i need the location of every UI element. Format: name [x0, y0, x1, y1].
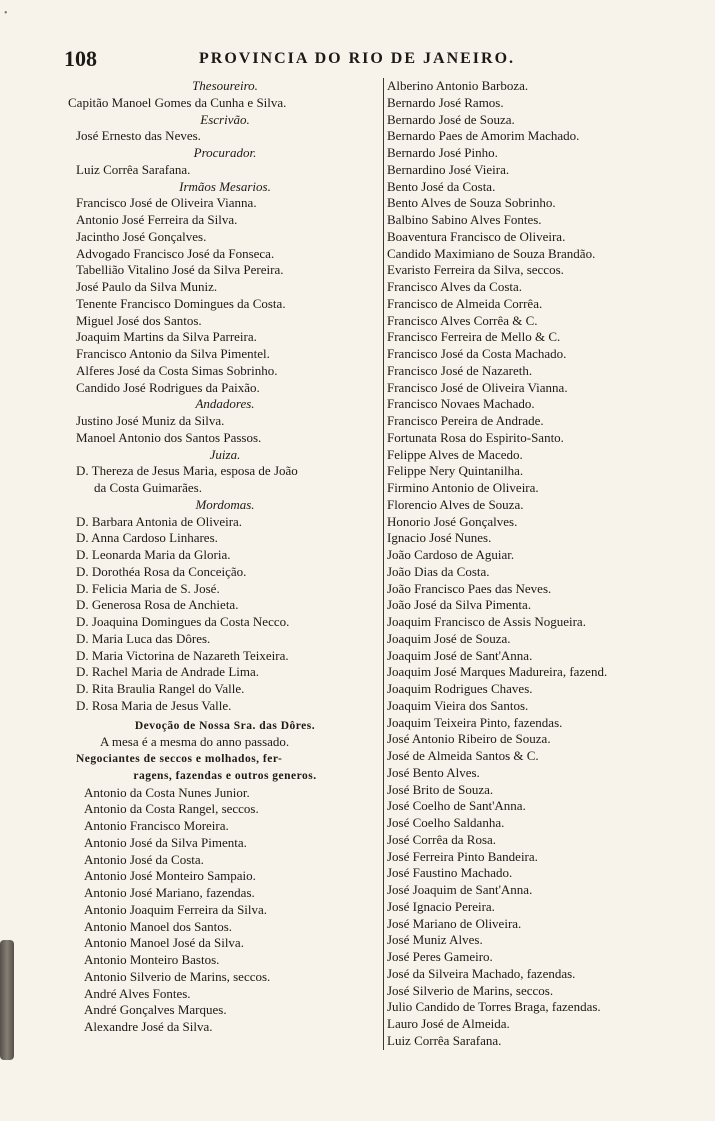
entry: Alexandre José da Silva.	[84, 1019, 213, 1034]
entry: José Muniz Alves.	[387, 932, 483, 948]
entry: Bento José da Costa.	[387, 178, 496, 194]
entry: Antonio Monteiro Bastos.	[84, 952, 220, 967]
entry: Joaquim José de Souza.	[387, 630, 511, 646]
entry: Tabellião Vitalino José da Silva Pereira.	[76, 262, 284, 278]
entry: Joaquim Teixeira Pinto, fazendas.	[387, 714, 563, 730]
entry: Advogado Francisco José da Fonseca.	[76, 245, 275, 261]
entry: Capitão Manoel Gomes da Cunha e Silva.	[68, 94, 287, 110]
entry: Candido Maximiano de Souza Brandão.	[387, 245, 596, 261]
entry: Antonio Joaquim Ferreira da Silva.	[84, 901, 268, 917]
entry: Francisco José de Oliveira Vianna.	[387, 379, 568, 395]
entry: José Corrêa da Rosa.	[387, 831, 497, 847]
entry: Evaristo Ferreira da Silva, seccos.	[387, 262, 564, 278]
entry: Florencio Alves de Souza.	[387, 496, 524, 512]
entry-continuation: da Costa Guimarães.	[94, 480, 202, 495]
section-heading: Thesoureiro.	[192, 78, 258, 93]
left-column	[68, 78, 382, 1036]
entry: Francisco Novaes Machado.	[387, 396, 535, 412]
entry: Antonio José da Silva Pimenta.	[84, 834, 247, 850]
section-heading: Mordomas.	[195, 496, 255, 512]
entry: Luiz Corrêa Sarafana.	[76, 161, 191, 177]
entry: Antonio Silverio de Marins, seccos.	[84, 968, 271, 984]
entry: Bento Alves de Souza Sobrinho.	[387, 195, 556, 211]
entry: Firmino Antonio de Oliveira.	[387, 480, 539, 495]
entry: Miguel José dos Santos.	[76, 312, 202, 328]
entry: Francisco José de Oliveira Vianna.	[76, 195, 257, 211]
entry: Antonio Francisco Moreira.	[84, 818, 229, 833]
page-number: 108	[64, 46, 97, 71]
entry: André Alves Fontes.	[84, 985, 191, 1001]
entry: Antonio José Ferreira da Silva.	[76, 212, 238, 227]
entry: Joaquim Rodrigues Chaves.	[387, 681, 533, 696]
entry: Francisco Pereira de Andrade.	[387, 413, 544, 428]
section-heading: Procurador.	[193, 145, 257, 160]
entry: Joaquim José Marques Madureira, fazend.	[387, 664, 608, 680]
entry: Antonio da Costa Nunes Junior.	[84, 784, 250, 800]
entry: Bernardo José Ramos.	[387, 94, 504, 110]
entry: Joaquim Vieira dos Santos.	[387, 697, 529, 713]
entry: José Coelho Saldanha.	[387, 815, 505, 830]
entry: José Coelho de Sant'Anna.	[387, 798, 526, 814]
entry: Bernardo José Pinho.	[387, 145, 498, 160]
entry: José de Almeida Santos & C.	[387, 748, 539, 763]
entry: José Silverio de Marins, seccos.	[387, 982, 554, 998]
entry: Antonio Manoel José da Silva.	[84, 935, 244, 951]
entry: João Dias da Costa.	[387, 563, 490, 579]
entry: Luiz Corrêa Sarafana.	[387, 1032, 502, 1048]
entry: Boaventura Francisco de Oliveira.	[387, 228, 566, 244]
section-heading: Irmãos Mesarios.	[179, 178, 271, 194]
entry: José Bento Alves.	[387, 764, 480, 780]
entry: João José da Silva Pimenta.	[387, 597, 532, 613]
entry: Francisco de Almeida Corrêa.	[387, 295, 543, 311]
margin-mark: •	[4, 8, 8, 19]
entry: André Gonçalves Marques.	[84, 1002, 227, 1018]
entry: Alberino Antonio Barboza.	[387, 78, 529, 93]
entry: José Faustino Machado.	[387, 865, 513, 881]
page-header	[64, 46, 694, 70]
entry: Jacintho José Gonçalves.	[76, 228, 207, 244]
entry: D. Maria Victorina de Nazareth Teixeira.	[76, 647, 289, 663]
entry: Manoel Antonio dos Santos Passos.	[76, 429, 262, 445]
entry: D. Dorothéa Rosa da Conceição.	[76, 563, 247, 579]
entry: José da Silveira Machado, fazendas.	[387, 965, 576, 981]
entry: Francisco Alves Corrêa & C.	[387, 312, 538, 328]
entry: Bernardo Paes de Amorim Machado.	[387, 128, 580, 144]
entry: José Paulo da Silva Muniz.	[76, 279, 218, 294]
entry: Alferes José da Costa Simas Sobrinho.	[76, 362, 278, 378]
entry: José Joaquim de Sant'Anna.	[387, 882, 533, 897]
section-heading: Escrivão.	[200, 111, 250, 127]
entry: D. Generosa Rosa de Anchieta.	[76, 597, 239, 613]
entry: D. Leonarda Maria da Gloria.	[76, 547, 231, 562]
section-heading-bold: Devoção de Nossa Sra. das Dôres.	[134, 719, 316, 732]
section-heading-bold: ragens, fazendas e outros generos.	[133, 769, 317, 782]
entry: José Brito de Souza.	[387, 781, 494, 797]
entry: José Antonio Ribeiro de Souza.	[387, 731, 551, 747]
page-binding-shadow	[0, 940, 14, 1060]
entry: Ignacio José Nunes.	[387, 530, 492, 546]
entry: Justino José Muniz da Silva.	[76, 413, 225, 428]
entry: Lauro José de Almeida.	[387, 1016, 510, 1031]
entry: D. Joaquina Domingues da Costa Necco.	[76, 614, 290, 629]
entry: José Ignacio Pereira.	[387, 898, 495, 914]
entry: D. Thereza de Jesus Maria, esposa de João	[76, 463, 298, 479]
entry: Felippe Alves de Macedo.	[387, 446, 523, 462]
entry: João Cardoso de Aguiar.	[387, 547, 515, 562]
entry: Tenente Francisco Domingues da Costa.	[76, 295, 286, 311]
running-title: PROVINCIA DO RIO DE JANEIRO.	[199, 50, 516, 67]
entry: Bernardino José Vieira.	[387, 161, 510, 177]
entry: José Peres Gameiro.	[387, 949, 493, 964]
entry: D. Rita Braulia Rangel do Valle.	[76, 681, 245, 696]
entry: Joaquim Francisco de Assis Nogueira.	[387, 614, 586, 629]
entry: D. Rosa Maria de Jesus Valle.	[76, 697, 232, 713]
right-column	[383, 78, 707, 1050]
section-heading: Andadores.	[195, 396, 255, 412]
entry: José Ernesto das Neves.	[76, 128, 201, 144]
entry: Fortunata Rosa do Espirito-Santo.	[387, 429, 564, 445]
entry: Antonio José da Costa.	[84, 851, 204, 867]
entry: Antonio da Costa Rangel, seccos.	[84, 801, 259, 817]
section-heading: Juiza.	[209, 446, 241, 462]
entry: Francisco Ferreira de Mello & C.	[387, 329, 561, 345]
note: A mesa é a mesma do anno passado.	[100, 734, 290, 750]
entry: Candido José Rodrigues da Paixão.	[76, 379, 260, 395]
entry: Francisco Alves da Costa.	[387, 279, 523, 294]
entry: Felippe Nery Quintanilha.	[387, 463, 524, 479]
entry: Balbino Sabino Alves Fontes.	[387, 212, 542, 227]
entry: D. Rachel Maria de Andrade Lima.	[76, 664, 260, 680]
entry: Joaquim Martins da Silva Parreira.	[76, 329, 257, 345]
entry: Antonio Manoel dos Santos.	[84, 918, 233, 934]
entry: D. Barbara Antonia de Oliveira.	[76, 513, 243, 529]
entry: Francisco José de Nazareth.	[387, 362, 533, 378]
entry: Bernardo José de Souza.	[387, 111, 515, 127]
entry: Antonio José Monteiro Sampaio.	[84, 868, 256, 884]
entry: Julio Candido de Torres Braga, fazendas.	[387, 999, 601, 1015]
entry: Francisco Antonio da Silva Pimentel.	[76, 346, 270, 361]
entry: Francisco José da Costa Machado.	[387, 346, 567, 361]
entry: Joaquim José de Sant'Anna.	[387, 647, 533, 663]
entry: Antonio José Mariano, fazendas.	[84, 885, 255, 900]
entry: José Ferreira Pinto Bandeira.	[387, 848, 538, 864]
entry: D. Maria Luca das Dôres.	[76, 630, 211, 646]
entry: D. Felicia Maria de S. José.	[76, 580, 220, 596]
entry: José Mariano de Oliveira.	[387, 915, 522, 931]
entry: D. Anna Cardoso Linhares.	[76, 530, 218, 546]
entry: João Francisco Paes das Neves.	[387, 580, 552, 596]
section-heading-bold: Negociantes de seccos e molhados, fer-	[76, 753, 283, 765]
entry: Honorio José Gonçalves.	[387, 513, 518, 529]
